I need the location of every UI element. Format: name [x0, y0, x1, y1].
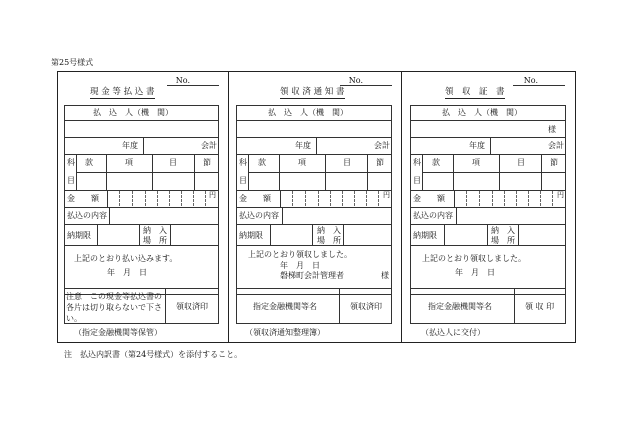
footer-note: （指定金融機関等保管）: [74, 328, 162, 337]
yen-label: 円: [557, 191, 564, 199]
footnote: 注 払込内訳書（第24号様式）を添付すること。: [64, 350, 243, 359]
yen-label: 円: [383, 191, 390, 199]
payer-header: 払 込 人（機 関）: [442, 108, 522, 117]
statement-text: 上記のとおり領収しました。: [248, 250, 352, 259]
payer-header: 払 込 人（機 関）: [93, 108, 173, 117]
item-col-kou: 項: [125, 158, 133, 167]
no-underline: [340, 85, 392, 86]
date-line: 年 月 日: [455, 268, 495, 277]
bank-name-label: 指定金融機関等名: [428, 302, 492, 311]
item-col-moku2: 目: [169, 158, 177, 167]
no-underline: [167, 85, 219, 86]
official-title: 磐梯町会計管理者: [280, 271, 344, 280]
no-label: No.: [175, 76, 190, 85]
item-col-moku: 目: [413, 176, 421, 185]
payer-header: 払 込 人（機 関）: [268, 108, 348, 117]
stamp-row: [410, 288, 566, 324]
fiscal-year-label: 年度: [469, 141, 485, 150]
account-label: 会計: [548, 141, 564, 150]
stamp-box-label: 領 収 印: [525, 302, 555, 311]
fiscal-year-label: 年度: [295, 141, 311, 150]
panel-title: 領 収 証 書: [445, 87, 505, 97]
pay-place-label: 納 入: [317, 226, 341, 235]
amount-label: 金 額: [413, 194, 445, 203]
account-label: 会計: [374, 141, 390, 150]
amount-label: 金 額: [67, 194, 99, 203]
content-label: 払込の内容: [67, 211, 107, 220]
sama-suffix: 様: [548, 125, 556, 134]
item-col-moku2: 目: [517, 158, 525, 167]
payment-slip-panel: No. 現 金 等 払 込 書 払 込 人（機 関） 年度 会計 科 目 款 項 目 節 金 額 円 払込の内容 納期限 納 入 場 所 上記のとおり払い込みます。 年 月 日 注意 この現金等払込書の各片は切り取らないで下さい。 領収済印 （指定金融機関等保管）: [66, 76, 217, 337]
amount-label: 金 額: [239, 194, 271, 203]
item-col-moku: 目: [239, 176, 247, 185]
stamp-box-label: 領収済印: [176, 302, 208, 311]
sama-suffix: 様: [381, 271, 389, 280]
item-col-setsu: 節: [203, 158, 211, 167]
panel-title: 現 金 等 払 込 書: [90, 87, 155, 97]
pay-place-label: 納 入: [491, 226, 515, 235]
due-date-label: 納期限: [239, 231, 263, 240]
no-label: No.: [523, 76, 538, 85]
item-col-setsu: 節: [550, 158, 558, 167]
item-col-kou: 項: [298, 158, 306, 167]
fiscal-year-label: 年度: [122, 141, 138, 150]
statement-text: 上記のとおり領収しました。: [422, 254, 526, 263]
statement-text: 上記のとおり払い込みます。: [74, 254, 178, 263]
receipt-notice-panel: No. 領 収 済 通 知 書 払 込 人（機 関） 年度 会計 科 目 款 項 目 節 金 額 円 払込の内容 納期限 納 入 場 所 上記のとおり領収しました。 年 月 日 磐梯町会計管理者 様 指定金融機関等名 領収済印 （領収済通知整理簿）: [228, 71, 401, 343]
content-label: 払込の内容: [413, 211, 453, 220]
item-col-ka: 科: [239, 158, 247, 167]
due-date-label: 納期限: [413, 231, 437, 240]
bank-name-label: 指定金融機関等名: [253, 302, 317, 311]
receipt-certificate-panel: No. 領 収 証 書 払 込 人（機 関） 様 年度 会計 科 目 款 項 目 節 金 額 円 払込の内容 納期限 納 入 場 所 上記のとおり領収しました。 年 月 日 指定金融機関等名 領 収 印 （払込人に交付）: [401, 71, 576, 343]
item-col-moku2: 目: [343, 158, 351, 167]
item-col-kou: 項: [472, 158, 480, 167]
content-label: 払込の内容: [239, 211, 279, 220]
item-col-ka: 科: [413, 158, 421, 167]
item-col-setsu: 節: [376, 158, 384, 167]
item-col-kan: 款: [258, 158, 266, 167]
item-col-kan: 款: [432, 158, 440, 167]
date-line: 年 月 日: [107, 268, 147, 277]
notice-text: 注意 この現金等払込書の各片は切り取らないで下さい。: [66, 292, 162, 323]
date-line: 年 月 日: [280, 261, 320, 270]
stamp-box-label: 領収済印: [350, 302, 382, 311]
panel-title: 領 収 済 通 知 書: [280, 87, 345, 97]
no-label: No.: [348, 76, 363, 85]
pay-place-label: 納 入: [143, 226, 167, 235]
item-col-moku: 目: [67, 176, 75, 185]
item-col-ka: 科: [67, 158, 75, 167]
footer-note: （領収済通知整理簿）: [245, 328, 325, 337]
no-underline: [513, 85, 565, 86]
yen-label: 円: [209, 191, 216, 199]
item-col-kan: 款: [85, 158, 93, 167]
form-number: 第25号様式: [51, 58, 94, 67]
account-label: 会計: [201, 141, 217, 150]
stamp-row: [64, 288, 219, 324]
due-date-label: 納期限: [67, 231, 91, 240]
footer-note: （払込人に交付）: [421, 328, 485, 337]
stamp-row: [236, 288, 392, 324]
